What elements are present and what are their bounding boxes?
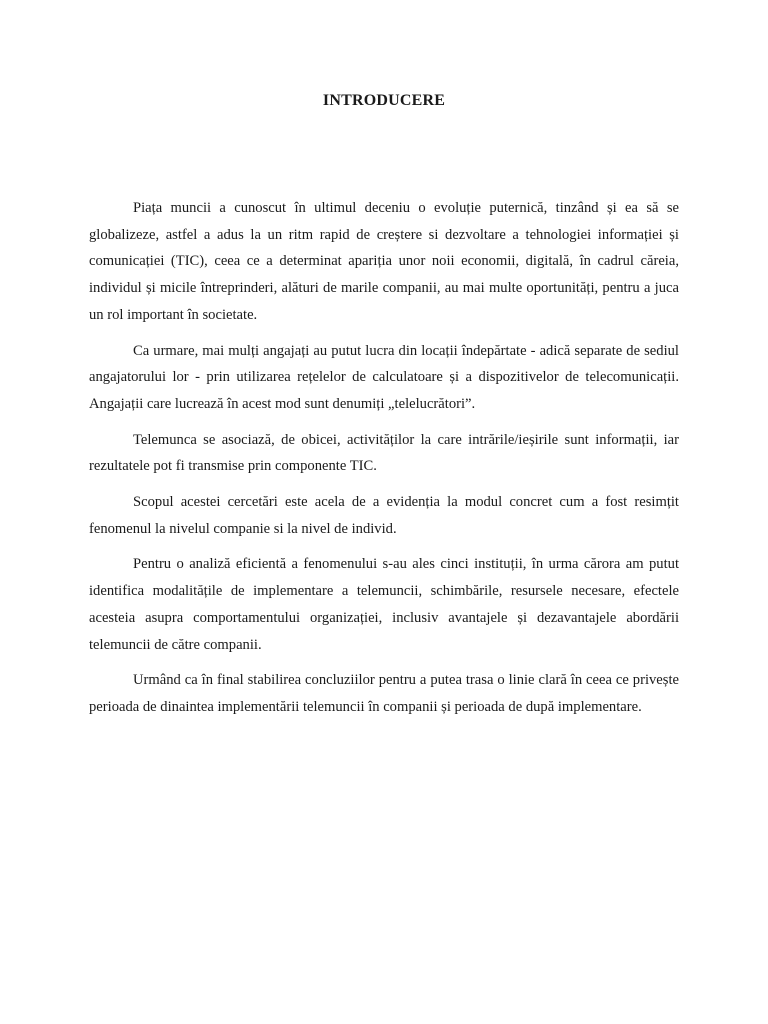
paragraph-2: Ca urmare, mai mulți angajați au putut lucra din locații îndepărtate - adică separate de sediul angajatorului lor - prin utilizarea rețelelor de calculatoare și a dispozitivelor de telecomunicații. Angajații care lucrează în acest mod sunt denumiți „telelucrători”.	[89, 342, 679, 412]
document-body	[89, 195, 679, 730]
paragraph-1: Piața muncii a cunoscut în ultimul deceniu o evoluție puternică, tinzând și ea să se globalizeze, astfel a adus la un ritm rapid de creștere si dezvoltare a tehnologiei informației și comunicației (TIC), ceea ce a determinat apariția unor noii economii, digitală, în cadrul căreia, individul și micile întreprinderi, alături de marile companii, au mai multe oportunități, pentru a juca un rol important în societate.	[89, 200, 679, 323]
page-title: INTRODUCERE	[322, 92, 446, 109]
paragraph-3: Telemunca se asociază, de obicei, activităților la care intrările/ieșirile sunt informații, iar rezultatele pot fi transmise prin componente TIC.	[89, 431, 679, 475]
paragraph-6: Urmând ca în final stabilirea concluziilor pentru a putea trasa o linie clară în ceea ce privește perioada de dinaintea implementării telemuncii în companii și perioada de după implementare.	[89, 672, 679, 715]
paragraph-5: Pentru o analiză eficientă a fenomenului s-au ales cinci instituții, în urma cărora am putut identifica modalitățile de implementare a telemuncii, schimbările, resursele necesare, efectele acesteia asupra comportamentului organizației, inclusiv avantajele și dezavantajele abordării telemuncii de către companii.	[89, 556, 679, 653]
paragraph-4: Scopul acestei cercetări este acela de a evidenția la modul concret cum a fost resimțit fenomenul la nivelul companie si la nivel de individ.	[89, 494, 679, 537]
